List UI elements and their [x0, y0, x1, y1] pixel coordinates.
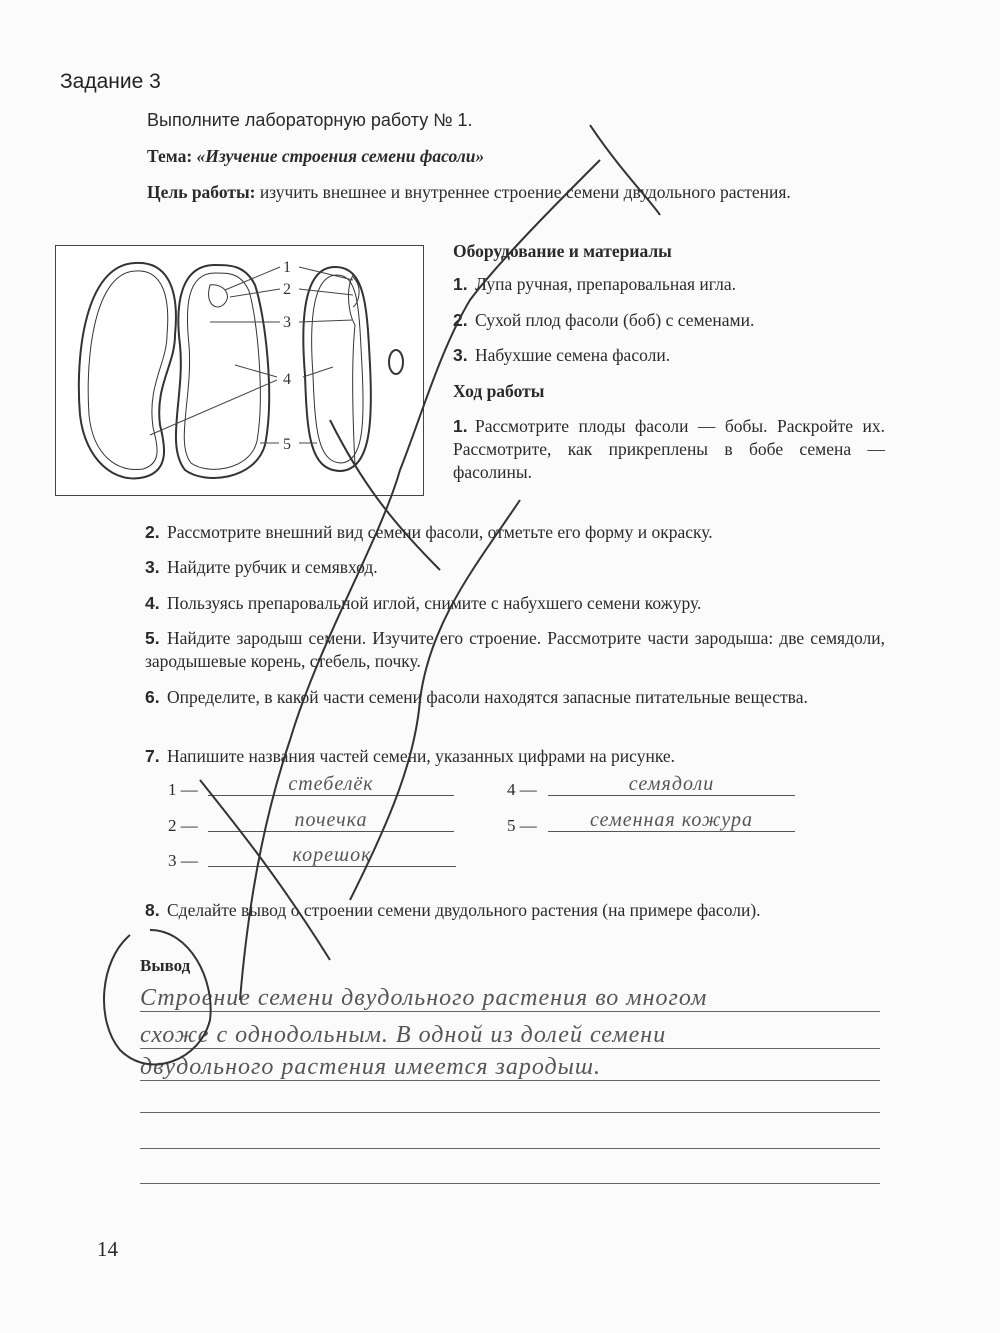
figure-label-3: 3 — [283, 314, 291, 331]
bean-seed-figure — [55, 245, 424, 496]
equipment-item — [453, 344, 885, 367]
item-number: 3. — [453, 345, 468, 365]
answer-field-3[interactable]: корешок — [208, 844, 456, 867]
step — [145, 556, 885, 579]
step — [145, 745, 885, 768]
answer-field-2[interactable]: почечка — [208, 809, 454, 832]
answer-field-4[interactable]: семядоли — [548, 773, 795, 796]
step — [145, 899, 885, 922]
figure-label-5: 5 — [283, 436, 291, 453]
step — [145, 686, 885, 709]
step-number: 6. — [145, 687, 160, 707]
intro: Выполните лабораторную работу № 1. — [147, 110, 473, 130]
step-number: 1. — [453, 416, 468, 436]
item-text: Лупа ручная, препаровальная игла. — [475, 274, 736, 294]
figure-label-2: 2 — [283, 281, 291, 298]
step-text: Сделайте вывод о строении семени двудольного растения (на примере фасоли). — [167, 900, 761, 920]
goal-label: Цель работы: — [147, 182, 256, 202]
step — [145, 627, 885, 673]
procedure-title: Ход работы — [453, 381, 545, 401]
step-text: Пользуясь препаровальной иглой, снимите с набухшего семени кожуру. — [167, 593, 702, 613]
equipment-item — [453, 273, 885, 296]
step-text: Напишите названия частей семени, указанных цифрами на рисунке. — [167, 746, 676, 766]
topic — [147, 145, 484, 168]
equipment-title: Оборудование и материалы — [453, 241, 672, 261]
answer-field-1[interactable]: стебелёк — [208, 773, 454, 796]
blank-line[interactable] — [140, 1161, 880, 1184]
task-title: Задание 3 — [60, 70, 161, 93]
equipment-item — [453, 309, 885, 332]
step-number: 8. — [145, 900, 160, 920]
item-text: Сухой плод фасоли (боб) с семенами. — [475, 310, 755, 330]
step-text: Найдите зародыш семени. Изучите его строение. Рассмотрите части зародыша: две семядоли, зародышевые корень, стебель, почку. — [145, 628, 885, 671]
topic-label: Тема: — [147, 146, 193, 166]
step-number: 7. — [145, 746, 160, 766]
answer-label-2: 2 — — [168, 816, 198, 835]
step — [453, 415, 885, 484]
step-number: 5. — [145, 628, 160, 648]
goal-text: изучить внешнее и внутреннее строение семени двудольного растения. — [259, 182, 791, 202]
blank-line[interactable] — [140, 1126, 880, 1149]
step-number: 2. — [145, 522, 160, 542]
item-number: 2. — [453, 310, 468, 330]
topic-text: «Изучение строения семени фасоли» — [196, 146, 485, 166]
goal — [147, 181, 885, 204]
step-number: 3. — [145, 557, 160, 577]
figure-label-1: 1 — [283, 259, 291, 276]
conclusion-label: Вывод — [140, 956, 191, 975]
step — [145, 521, 885, 544]
conclusion-line-3[interactable]: двудольного растения имеется зародыш. — [140, 1054, 880, 1081]
step-text: Найдите рубчик и семявход. — [167, 557, 378, 577]
step-text: Определите, в какой части семени фасоли находятся запасные питательные вещества. — [167, 687, 808, 707]
figure-label-4: 4 — [283, 371, 291, 388]
answer-label-1: 1 — — [168, 780, 198, 799]
page-number: 14 — [97, 1237, 118, 1261]
answer-label-3: 3 — — [168, 851, 198, 870]
step — [145, 592, 885, 615]
item-number: 1. — [453, 274, 468, 294]
blank-line[interactable] — [140, 1090, 880, 1113]
conclusion-line-1[interactable]: Строение семени двудольного растения во многом — [140, 985, 880, 1012]
conclusion-line-2[interactable]: схоже с однодольным. В одной из долей семени — [140, 1022, 880, 1049]
answer-label-4: 4 — — [507, 780, 537, 799]
step-text: Рассмотрите внешний вид семени фасоли, отметьте его форму и окраску. — [167, 522, 713, 542]
answer-label-5: 5 — — [507, 816, 537, 835]
step-text: Рассмотрите плоды фасоли — бобы. Раскройте их. Рассмотрите, как прикреплены в бобе семена — фасолины. — [453, 416, 885, 482]
answer-field-5[interactable]: семенная кожура — [548, 809, 795, 832]
step-number: 4. — [145, 593, 160, 613]
item-text: Набухшие семена фасоли. — [475, 345, 671, 365]
